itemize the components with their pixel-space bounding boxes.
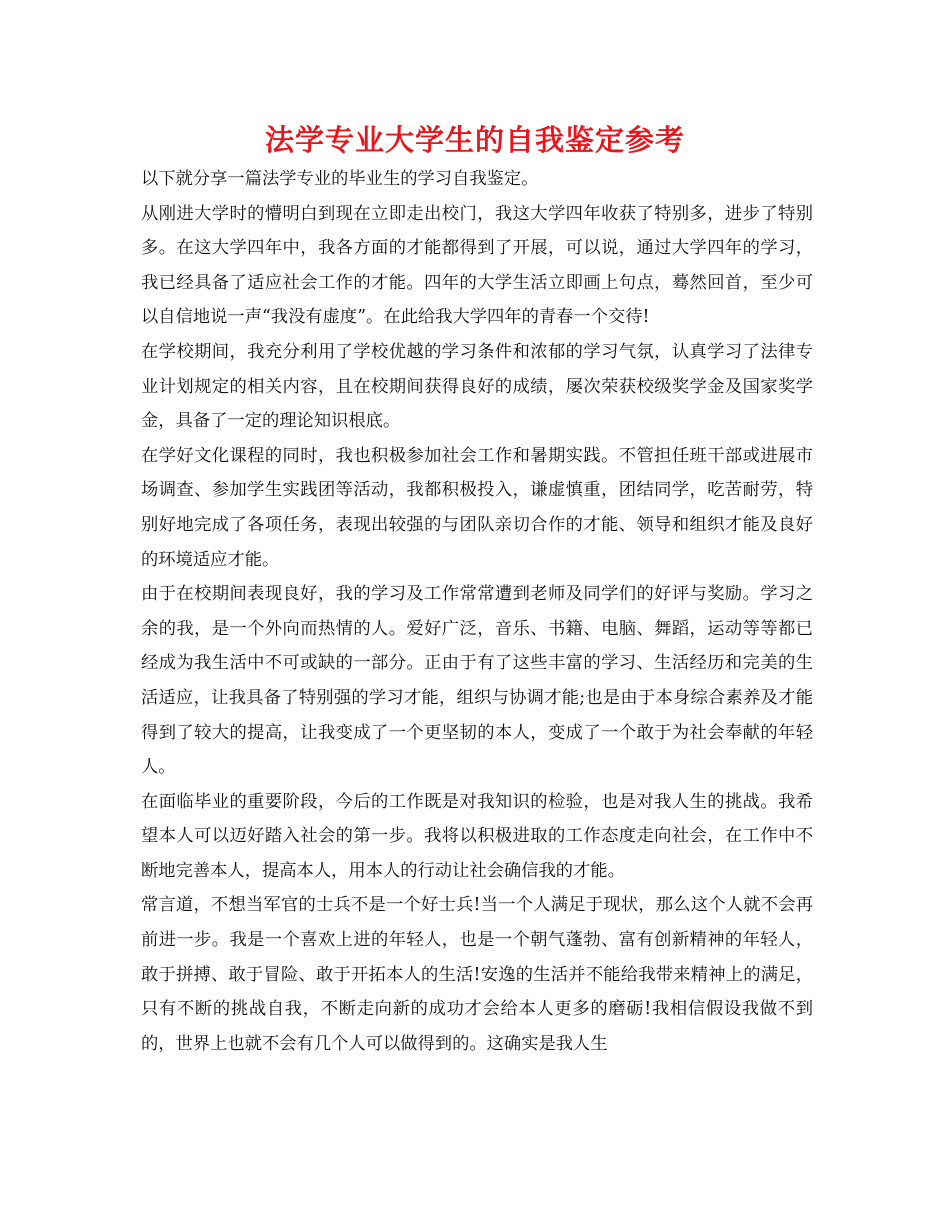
paragraph-intro: 以下就分享一篇法学专业的毕业生的学习自我鉴定。 — [141, 169, 539, 189]
paragraph-personality: 由于在校期间表现良好，我的学习及工作常常遭到老师及同学们的好评与奖励。学习之余的我，是一个外向而热情的人。爱好广泛，音乐、书籍、电脑、舞蹈，运动等等都已经成为我生活中不可或缺的一部分。正由于有了这些丰富的学习、生活经历和完美的生活适应，让我具备了特别强的学习才能，组织与协调才能;也是由于本身综合素养及才能得到了较大的提高，让我变成了一个更坚韧的本人，变成了一个敢于为社会奉献的年轻人。 — [141, 584, 813, 778]
paragraph-graduation: 在面临毕业的重要阶段，今后的工作既是对我知识的检验，也是对我人生的挑战。我希望本人可以迈好踏入社会的第一步。我将以积极进取的工作态度走向社会，在工作中不断地完善本人，提高本人，用本人的行动让社会确信我的才能。 — [141, 791, 813, 881]
document-body — [141, 162, 813, 1061]
paragraph-university-years: 从刚进大学时的懵明白到现在立即走出校门，我这大学四年收获了特别多，进步了特别多。在这大学四年中，我各方面的才能都得到了开展，可以说，通过大学四年的学习，我已经具备了适应社会工作的才能。四年的大学生活立即画上句点，蓦然回首，至少可以自信地说一声“我没有虚度”。在此给我大学四年的青春一个交待! — [141, 203, 813, 328]
paragraph-ambition: 常言道，不想当军官的士兵不是一个好士兵!当一个人满足于现状，那么这个人就不会再前进一步。我是一个喜欢上进的年轻人，也是一个朝气蓬勃、富有创新精神的年轻人，敢于拼搏、敢于冒险、敢于开拓本人的生活!安逸的生活并不能给我带来精神上的满足，只有不断的挑战自我，不断走向新的成功才会给本人更多的磨砺!我相信假设我做不到的，世界上也就不会有几个人可以做得到的。这确实是我人生 — [141, 895, 813, 1054]
document-title: 法学专业大学生的自我鉴定参考 — [264, 123, 685, 157]
paragraph-social-practice: 在学好文化课程的同时，我也积极参加社会工作和暑期实践。不管担任班干部或进展市场调查、参加学生实践团等活动，我都积极投入，谦虚慎重，团结同学，吃苦耐劳，特别好地完成了各项任务，表现出较强的与团队亲切合作的才能、领导和组织才能及良好的环境适应才能。 — [141, 445, 813, 570]
paragraph-study: 在学校期间，我充分利用了学校优越的学习条件和浓郁的学习气氛，认真学习了法律专业计划规定的相关内容，且在校期间获得良好的成绩，屡次荣获校级奖学金及国家奖学金，具备了一定的理论知识根底。 — [141, 341, 813, 432]
